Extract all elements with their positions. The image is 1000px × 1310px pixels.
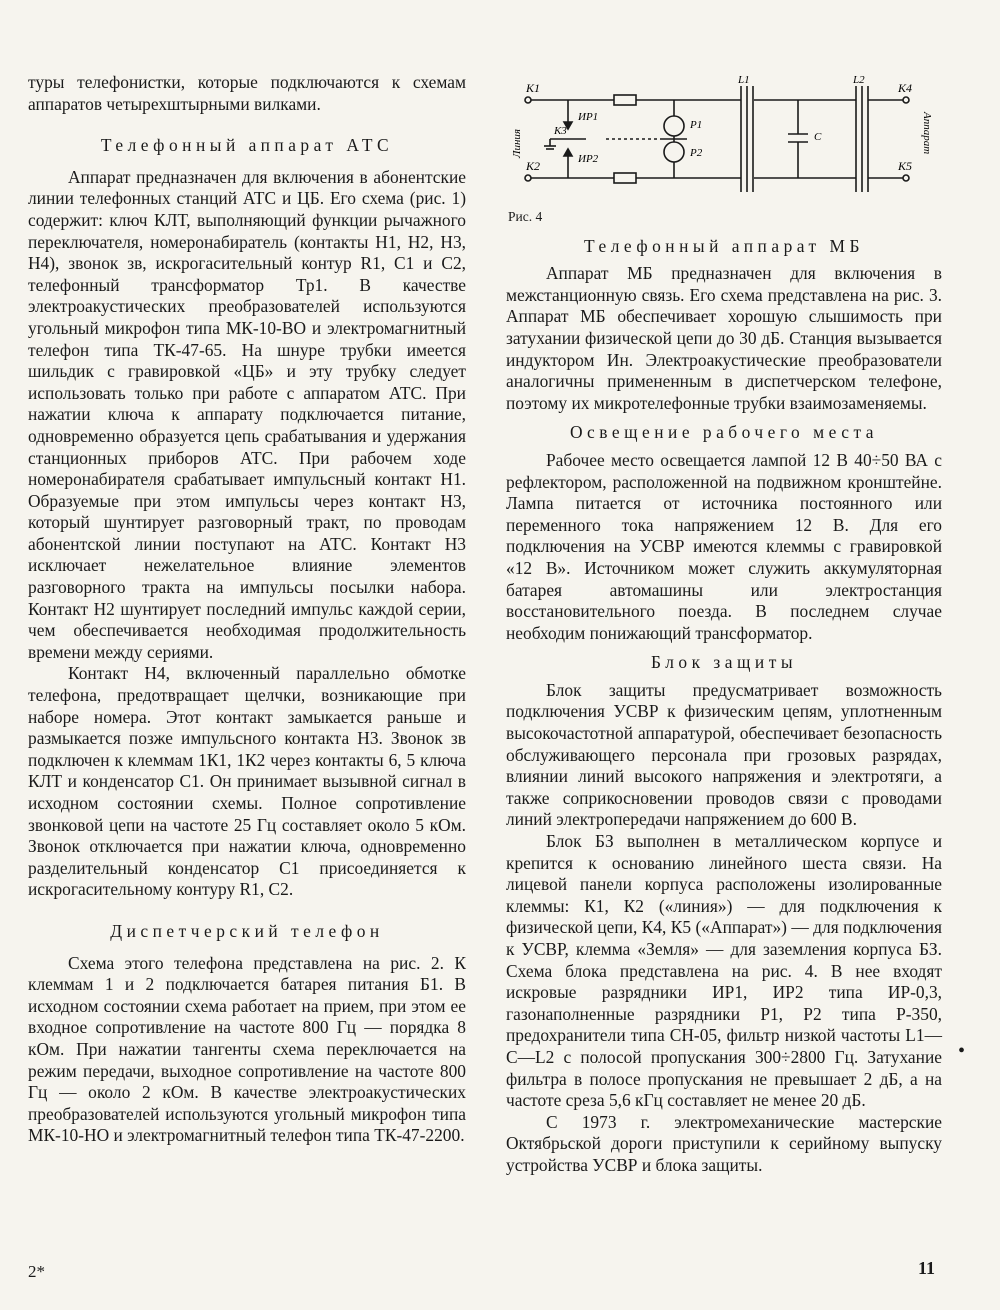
figure-4-circuit-diagram bbox=[506, 74, 942, 204]
left-column bbox=[28, 72, 466, 1147]
label-l2: L2 bbox=[853, 74, 865, 86]
heading-ats-phone: Телефонный аппарат АТС bbox=[100, 135, 394, 156]
label-p1: Р1 bbox=[690, 119, 703, 131]
label-ir1: ИР1 bbox=[578, 111, 599, 123]
label-k2: К2 bbox=[526, 159, 540, 173]
heading-lighting: Освещение рабочего места bbox=[569, 422, 879, 443]
margin-mark: • bbox=[958, 1040, 966, 1062]
paragraph-dispatcher: Схема этого телефона представлена на рис. 2. К клеммам 1 и 2 подключается батарея питания Б1. В исходном состоянии схема работает на прием, при этом ее входное сопротивление на частоте 800 Гц — порядка 8 кОм. При нажатии тангенты схема переключается на режим передачи, выходное сопротивление на частоте 800 Гц — около 2 кОм. В качестве электроакустических преобразователей используются угольный микрофон типа МК-10-НО и электромагнитный телефон типа ТК-47-2200. bbox=[28, 952, 466, 1146]
signature-mark: 2* bbox=[28, 1262, 45, 1281]
paragraph-lighting: Рабочее место освещается лампой 12 В 40÷50 ВА с рефлектором, расположенной на подвижном кронштейне. Лампа питается от источника постоянного или переменного тока напряжением 12 В. Для его подключения на УСВР имеются клеммы с гравировкой «12 В». Источником может служить аккумуляторная батарея автомашины или электростанция восстановительного поезда. В последнем случае необходим понижающий трансформатор. bbox=[506, 449, 942, 643]
label-k5: К5 bbox=[898, 159, 912, 173]
heading-dispatcher-phone: Диспетчерский телефон bbox=[110, 920, 384, 941]
right-column bbox=[506, 74, 942, 1177]
paragraph-ats-1: Аппарат предназначен для включения в абонентские линии телефонных станций АТС и ЦБ. Его схема (рис. 1) содержит: ключ КЛТ, выполняющий функции рычажного переключателя, номеронабиратель (контакты Н1, Н2, Н3, Н4), звонок зв, искрогасительный контур R1, C1 и C2, телефонный трансформатор Тр1. В качестве электроакустических преобразователей используются угольный микрофон типа МК-10-ВО и электромагнитный телефон типа ТК-47-65. На шнуре трубки имеется шильдик с гравировкой «ЦБ» и эту трубку следует использовать только при работе с аппаратом АТС. При нажатии ключа к аппарату подключается питание, одновременно образуется цепь срабатывания и удержания станционных приборов АТС. При рабочем ходе номеронабирателя срабатывает импульсный контакт Н1. Образуемые при этом импульсы через контакт Н3, который шунтирует разговорный тракт, по проводам абонентской линии поступают на АТС. Контакт Н3 исключает нежелательное влияние элементов разговорного тракта на импульсы посылки набора. Контакт Н2 шунтирует последний импульс каждой серии, чем обеспечивается необходимая продолжительность времени между сериями. bbox=[28, 166, 466, 662]
label-p2: Р2 bbox=[690, 147, 703, 159]
heading-protection: Блок защиты bbox=[651, 652, 797, 673]
paragraph-ats-2: Контакт Н4, включенный параллельно обмотке телефона, предотвращает щелчки, возникающие при наборе номера. Этот контакт замыкается раньше и размыкается позже импульсного контакта Н3. Звонок зв подключен к клеммам 1К1, 1К2 через контакты 6, 5 ключа КЛТ и конденсатор С1. Он принимает вызывной сигнал в исходном состоянии схемы. Полное сопротивление звонковой цепи на частоте 25 Гц составляет около 5 кОм. Звонок отключается при нажатии ключа, одновременно разделительный конденсатор С1 присоединяется к искрогасительному контуру R1, C2. bbox=[28, 663, 466, 900]
label-ir2: ИР2 bbox=[578, 153, 599, 165]
label-k1: К1 bbox=[526, 81, 540, 95]
paragraph-production: С 1973 г. электромеханические мастерские Октябрьской дороги приступили к серийному выпуску устройства УСВР и блока защиты. bbox=[506, 1111, 942, 1175]
paragraph-protection-2: Блок БЗ выполнен в металлическом корпусе и крепится к основанию линейного шеста связи. На лицевой панели корпуса расположены изолированные клеммы: К1, К2 («линия») — для подключения к физической цепи, К4, К5 («Аппарат») — для подключения к УСВР, клемма «Земля» — для заземления корпуса БЗ. Схема блока представлена на рис. 4. В нее входят искровые разрядники ИР1, ИР2 типа ИР-0,3, газонаполненные разрядники Р1, Р2 типа Р-350, предохранители типа СН-05, фильтр низкой частоты L1—C—L2 с полосой пропускания 300÷2800 Гц. Затухание фильтра в полосе пропускания не превышает 2 дБ, а на частоте среза 5,6 кГц составляет не менее 20 дБ. bbox=[506, 831, 942, 1111]
label-k4: К4 bbox=[898, 81, 912, 95]
figure-4-caption: Рис. 4 bbox=[508, 209, 543, 224]
label-c: С bbox=[814, 131, 822, 143]
paragraph-protection-1: Блок защиты предусматривает возможность подключения УСВР к физическим цепям, уплотненным высокочастотной аппаратурой, обеспечивает безопасность обслуживающего персонала при грозовых разрядах, влиянии линий высокого напряжения и электротяги, а также соприкосновении проводов связи с проводами линий электропередачи напряжением до 600 В. bbox=[506, 679, 942, 830]
paragraph-mb: Аппарат МБ предназначен для включения в межстанционную связь. Его схема представлена на рис. 3. Аппарат МБ обеспечивает хорошую слышимость при затухании физической цепи до 30 дБ. Станция вызывается индуктором Ин. Электроакустические преобразователи аналогичны примененным в диспетчерском телефоне, поэтому их микротелефонные трубки взаимозаменяемы. bbox=[506, 263, 942, 413]
label-line: Линия bbox=[511, 128, 523, 158]
label-k3: К3 bbox=[554, 125, 567, 137]
paragraph-continuation: туры телефонистки, которые подключаются к схемам аппаратов четырехштырными вилками. bbox=[28, 72, 466, 114]
label-apparat: Аппарат bbox=[921, 112, 933, 155]
label-l1: L1 bbox=[738, 74, 750, 86]
page-number: 11 bbox=[918, 1258, 936, 1278]
heading-mb-phone: Телефонный аппарат МБ bbox=[584, 235, 864, 256]
